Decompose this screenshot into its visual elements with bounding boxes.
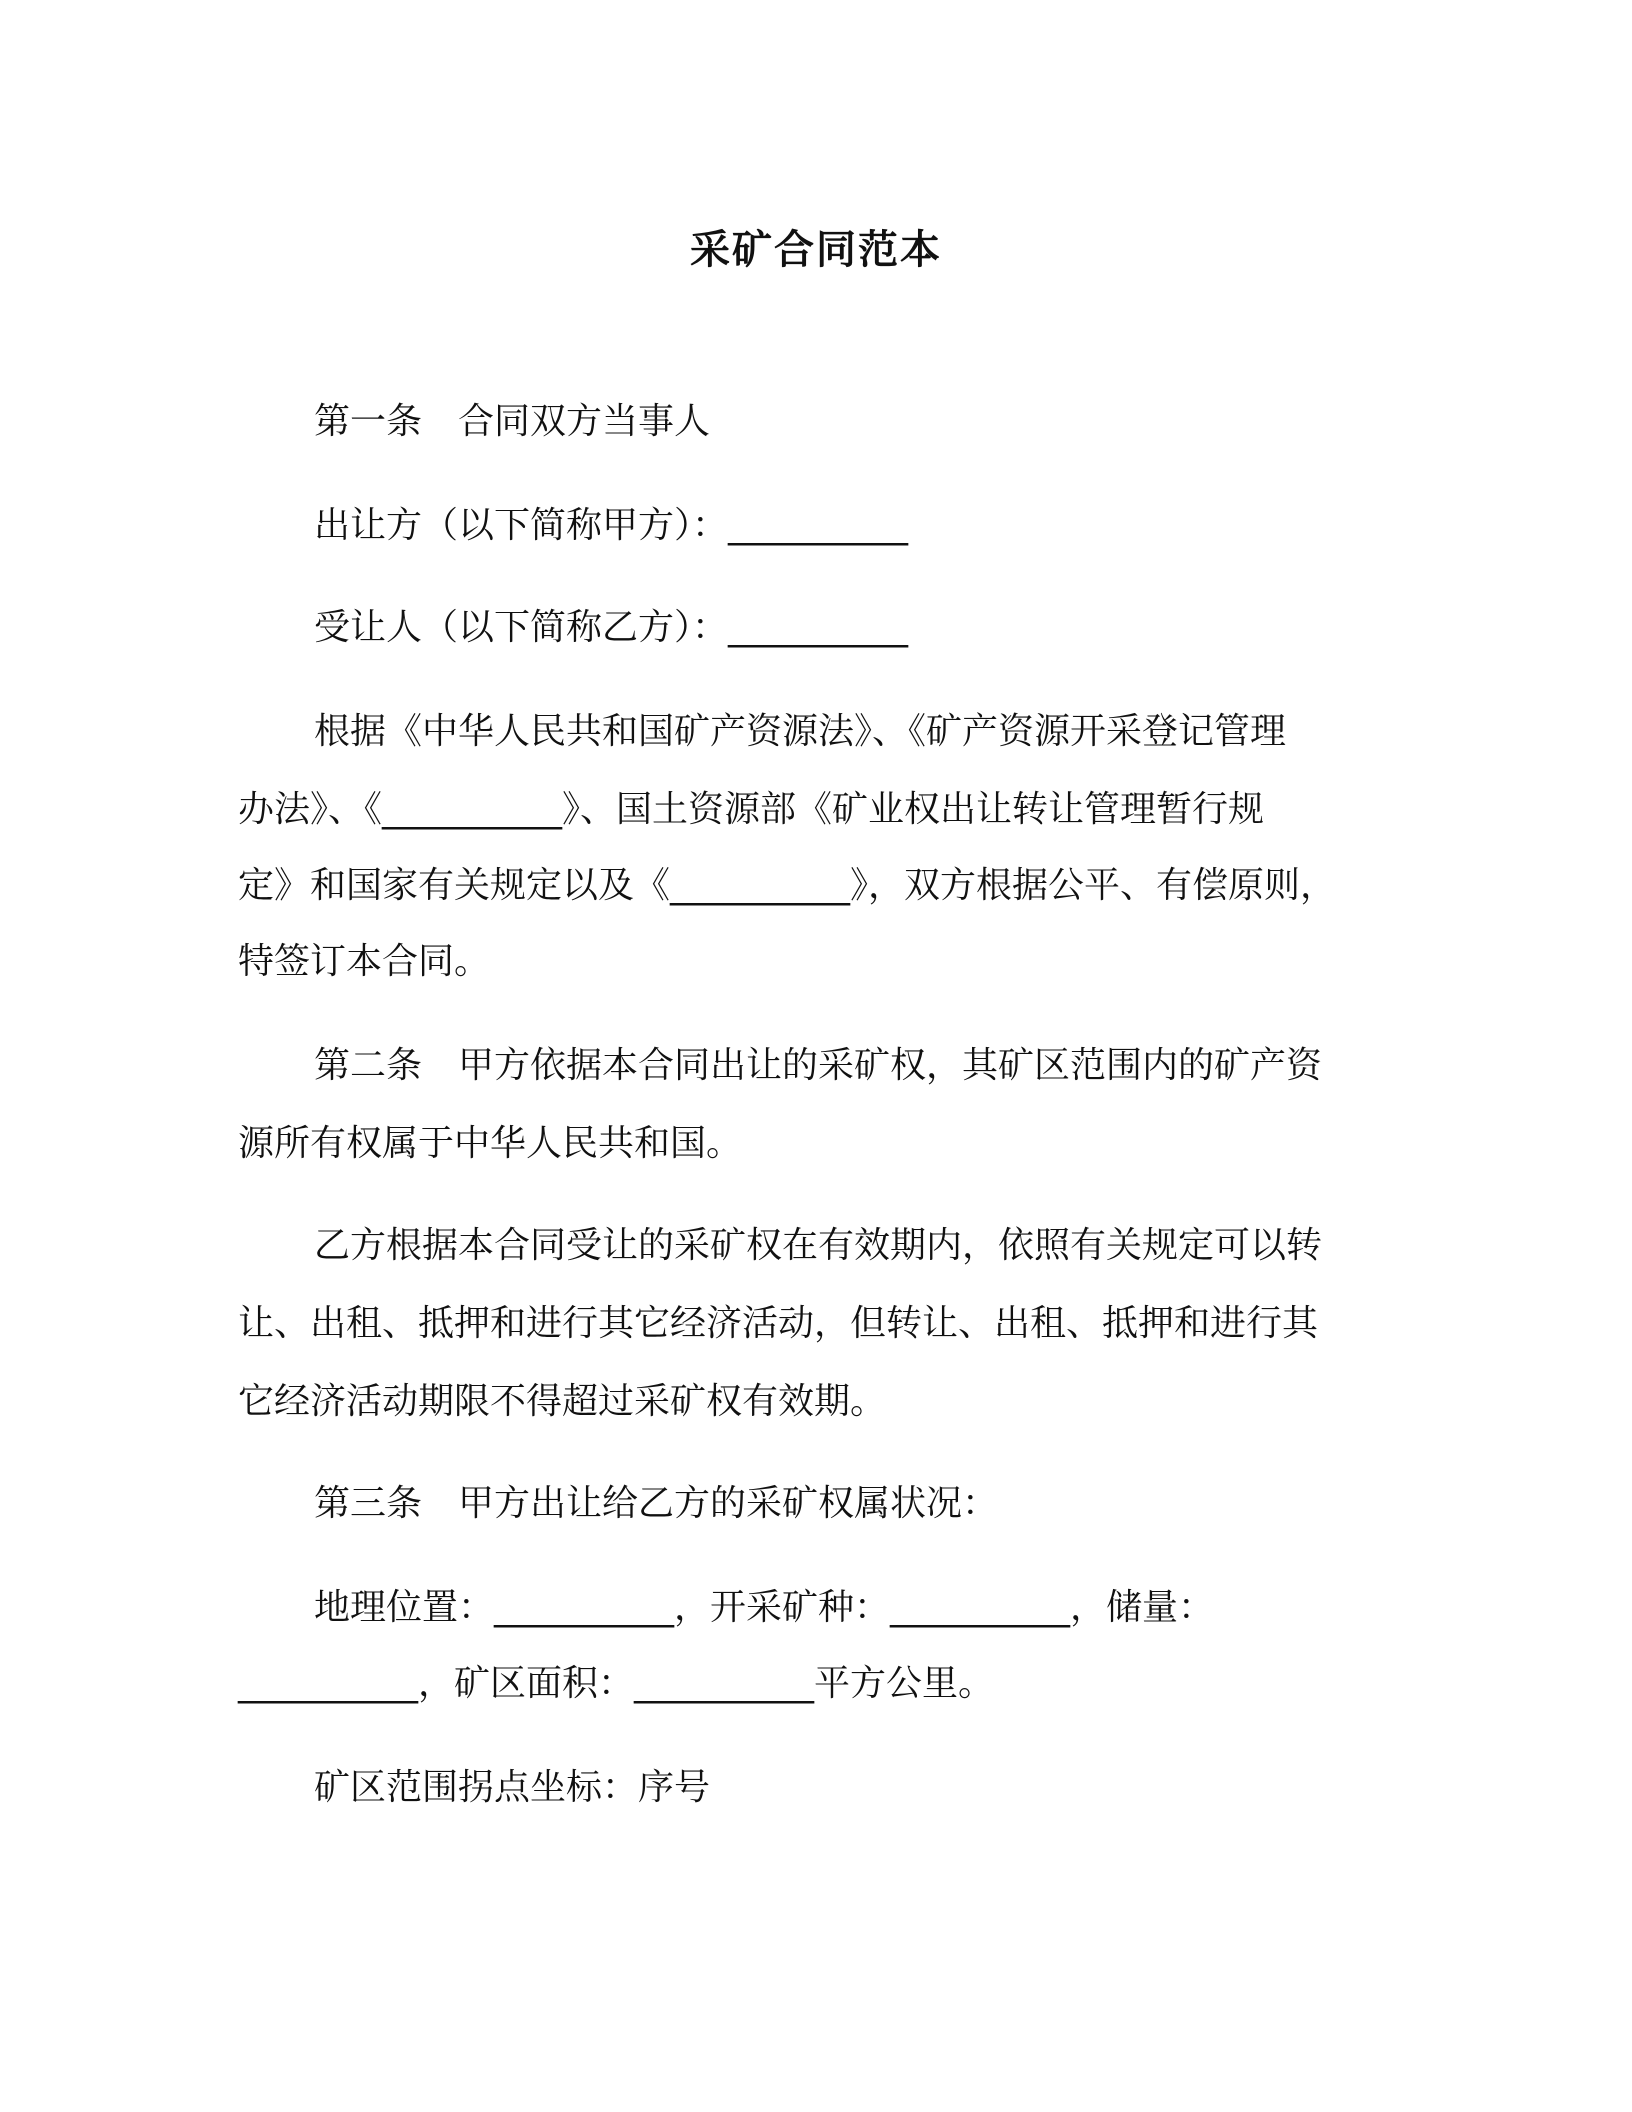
paragraph-line: 根据《中华人民共和国矿产资源法》、《矿产资源开采登记管理 [314, 711, 1287, 752]
document-title: 采矿合同范本 [690, 227, 942, 273]
paragraph-line: 它经济活动期限不得超过采矿权有效期。 [238, 1381, 887, 1422]
mining-details-line: __________，矿区面积：__________平方公里。 [238, 1663, 995, 1704]
article-1-heading: 第一条 合同双方当事人 [314, 401, 711, 442]
paragraph-line: 特签订本合同。 [238, 941, 491, 982]
article-2-line: 第二条 甲方依据本合同出让的采矿权，其矿区范围内的矿产资 [314, 1045, 1323, 1086]
article-3-heading: 第三条 甲方出让给乙方的采矿权属状况： [314, 1483, 999, 1524]
mining-details-line: 地理位置：__________，开采矿种：__________，储量： [314, 1587, 1215, 1628]
coordinates-line: 矿区范围拐点坐标：序号 [314, 1767, 711, 1808]
paragraph-line: 乙方根据本合同受让的采矿权在有效期内，依照有关规定可以转 [314, 1225, 1323, 1266]
paragraph-line: 办法》、《__________》、国土资源部《矿业权出让转让管理暂行规 [238, 789, 1265, 830]
article-2-line: 源所有权属于中华人民共和国。 [238, 1123, 743, 1164]
transferor-field: 出让方（以下简称甲方）：__________ [314, 505, 909, 546]
paragraph-line: 让、出租、抵押和进行其它经济活动，但转让、出租、抵押和进行其 [238, 1303, 1319, 1344]
paragraph-line: 定》和国家有关规定以及《__________》，双方根据公平、有偿原则， [238, 865, 1337, 906]
transferee-field: 受让人（以下简称乙方）：__________ [314, 607, 909, 648]
